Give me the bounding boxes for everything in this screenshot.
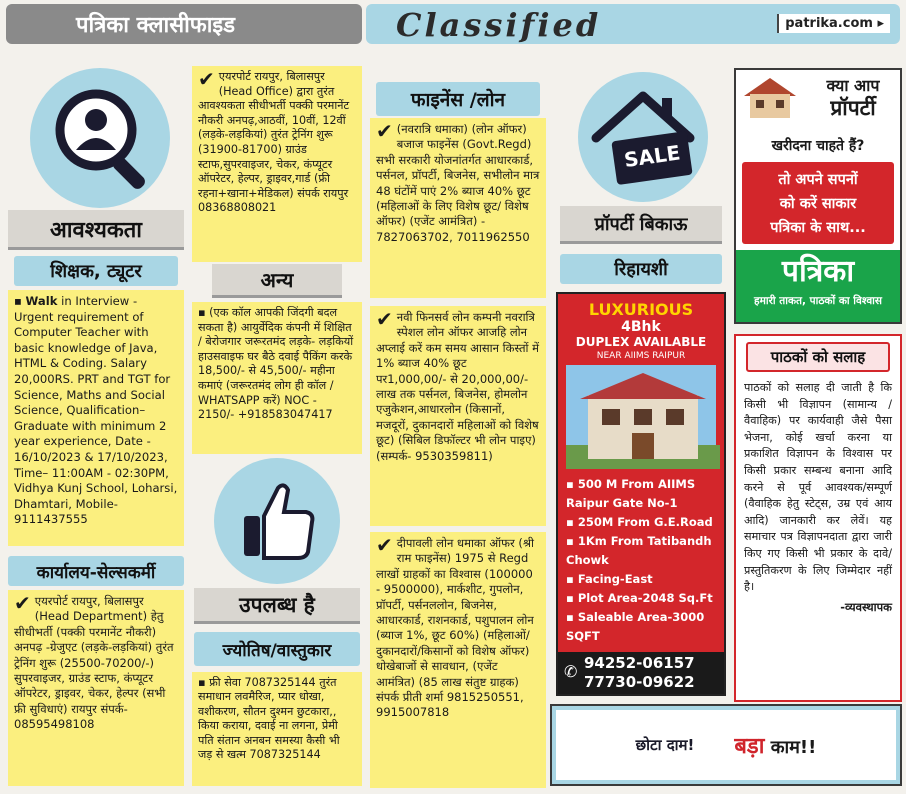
advice-text: पाठकों को सलाह दी जाती है कि किसी भी विज्ञापन (सामान्य / वैवाहिक) पर कार्यवाही जैसे पैसा भेजना, कोई खर्चा करना या प्रकाशित विज्ञापन के विश्वास पर किसी प्रकार सम्बन्ध बनाना आदि करने से पूर्व आवश्यक/सम्पूर्ण (वैवाहिक हेतु स्टेट्स, उम्र एवं आय आदि) जानकारी कर लेवें। यह समाचार पत्र विज्ञापनदाता द्वारा जारी किए गए किसी भी प्रकार के दावे/ प्रस्तुतिकरण के लिए जिम्मेदार नहीं है। <box>744 381 892 594</box>
sub-title-office-sales: कार्यालय-सेल्सकर्मी <box>8 556 184 586</box>
sub-title-astrology: ज्योतिष/वास्तुकार <box>194 632 360 666</box>
check-icon: ✔ <box>198 67 215 91</box>
promo-duplex: DUPLEX AVAILABLE <box>575 335 707 349</box>
sale-sign-text: SALE <box>622 140 682 173</box>
feature-item: ▪ 250M From G.E.Road <box>566 515 713 529</box>
ad-office-jobs: ✔ एयरपोर्ट रायपुर, बिलासपुर (Head Department) हेतु सीधीभर्ती (पक्की परमानेंट नौकरी) अनपढ़ -ग्रेजुएट (लड़के-लड़कियां) तुरंत ट्रेनिंग शुरू (25500-70200/-) सुपरवाइजर, ग्राउंड स्टाफ, कंप्यूटर ऑपरेटर, ड्राइवर, चेकर, हेल्पर (सभी फ्री सुविधाएं) रायपुर संपर्क- 08595498108 <box>8 590 184 786</box>
header-right-banner <box>366 4 900 44</box>
site-link[interactable]: patrika.com ▸ <box>777 14 890 33</box>
check-icon: ✔ <box>14 591 31 615</box>
ad-bajaj-finance: ✔ (नवरात्रि धमाका) (लोन ऑफर) बजाज फाइनेंस (Govt.Regd) सभी सरकारी योजनांतर्गत आधारकार्ड, पर्सनल, प्रॉपर्टी, बिजनेस, सभीलोन मात्र 48 घंटोंमें पाएं 2% ब्याज 40% छूट (महिलाओं के लिए विशेष छूट/ विशेष ऑफर) (एजेंट आमंत्रित) - 7827063702, 7011962550 <box>370 118 546 298</box>
phone-icon: ✆ <box>564 662 578 681</box>
patrika-brand-box <box>736 250 900 322</box>
feature-item: ▪ 500 M From AIIMS Raipur Gate No-1 <box>566 477 696 510</box>
promo-phones <box>558 652 724 694</box>
search-person-icon <box>30 68 170 208</box>
section-title-property-sale: प्रॉपर्टी बिकाऊ <box>560 206 722 244</box>
brand-tagline: हमारी ताकत, पाठकों का विश्वास <box>754 295 882 307</box>
header-left-title: पत्रिका क्लासीफाइड <box>76 13 235 38</box>
advice-signature: -व्यवस्थापक <box>840 599 892 614</box>
phone-number-1: 94252-06157 <box>584 654 695 672</box>
feature-item: ▪ Facing-East <box>566 572 653 586</box>
feature-item: ▪ Plot Area-2048 Sq.Ft <box>566 591 713 605</box>
check-icon: ✔ <box>376 307 393 331</box>
house-icon <box>740 74 800 120</box>
promo-luxurious: LUXURIOUS <box>588 300 694 319</box>
header-title: Classified <box>396 6 602 44</box>
thumbs-up-icon <box>214 458 340 584</box>
check-icon: ✔ <box>376 533 393 557</box>
ad-ayurvedic-packing: ▪ (एक कॉल आपकी जिंदगी बदल सकता है) आयुर्वेदिक कंपनी में शिक्षित / बेरोजगार जरूरतमंद लड़के- लड़कियों हाउसवाइफ घर बैठे दवाई पैकिंग करके 18,500/- से 45,500/- महीना कमाएं (जरूरतमंद लोग ही कॉल / WHATSAPP करें) NOC - 2150/- +918583047417 <box>192 302 362 454</box>
ad-navi-finserv: ✔ नवी फिनसर्व लोन कम्पनी नवरात्रि स्पेशल लोन ऑफर आजहि लोन अप्लाई करें कम समय आसान किस्तों में 1% ब्याज 40% छूट पर1,000,00/- से 20,000,00/- लाख तक पर्सनल, बिजनेस, होमलोन एजुकेशन,आधारलोन (किसानों, मजदूरों, दुकानदारों महिलाओं को विशेष छूट) (सिबिल डिफॉल्टर भी लोन पाइए) (सम्पर्क- 9530359811) <box>370 306 546 526</box>
footer-small-price: छोटा दाम! <box>635 736 695 754</box>
footer-inner <box>556 710 896 780</box>
ad-airport-jobs: ✔ एयरपोर्ट रायपुर, बिलासपुर (Head Office) द्वारा तुरंत आवश्यकता सीधीभर्ती पक्की परमानेंट नौकरी अनपढ़,आठवीं, 10वीं, 12वीं (लड़के-लड़कियां) तुरंत ट्रेनिंग शुरू (31900-81700) ग्राउंड स्टाफ,सुपरवाइजर, चेकर, कंप्यूटर ऑपरेटर, हेल्पर, ड्राइवर,गार्ड (फ्री रहना+खाना+मेडिकल) संपर्क रायपुर 08368808021 <box>192 66 362 262</box>
feature-item: ▪ 1Km From Tatibandh Chowk <box>566 534 712 567</box>
ad-astrology: ▪ फ्री सेवा 7087325144 तुरंत समाधान लवमैरिज, प्यार धोखा, वशीकरण, सौतन दुश्मन छुटकारा,, किया कराया, दवाई ना लगना, प्रेमी पति संतान अनबन समस्या कैसी भी जड़ से खत्म 7087325144 <box>192 672 362 786</box>
sub-title-residential: रिहायशी <box>560 254 722 284</box>
house-image <box>566 365 716 469</box>
feature-item: ▪ Saleable Area-3000 SQFT <box>566 610 705 643</box>
promo-question-3: खरीदना चाहते हैं? <box>771 138 865 154</box>
ad-patrika-property <box>734 68 902 324</box>
sale-house-icon <box>578 72 708 202</box>
brand-logo-text: पत्रिका <box>781 254 855 289</box>
promo-red-line-1: तो अपने सपनों <box>778 172 858 188</box>
phone-number-2: 77730-09622 <box>584 673 695 691</box>
promo-near: NEAR AIIMS RAIPUR <box>596 351 686 361</box>
section-title-available: उपलब्ध है <box>194 588 360 624</box>
promo-bhk: 4Bhk <box>621 319 661 335</box>
check-icon: ✔ <box>376 119 393 143</box>
section-title-other: अन्य <box>212 264 342 298</box>
ad-teacher: ▪ Walk in Interview - Urgent requirement of Computer Teacher with basic knowledge of Java, HTML & Coding. Salary 20,000RS. PRT and TGT for Science, Maths and Social Science, Qualification– Graduate with minimum 2 year experience, Date - 16/10/2023 & 17/10/2023, Time– 11:00AM - 02:30PM, Vidhya Kunj School, Loharsi, Dhamtari, Mobile- 9111437555 <box>8 290 184 546</box>
ad-shri-ram-finance: ✔ दीपावली लोन धमाका ऑफर (श्री राम फाइनेंस) 1975 से Regd लाखों ग्राहकों का विश्वास (100000 - 9500000), मार्कशीट, गुपलोन, प्रॉपर्टी, पर्सनललोन, बिजनेस, आधारकार्ड, राशनकार्ड, पशुपालन लोन (ब्याज 1%, छूट 60%) (महिलाओं/दुकानदारों/किसानों को विशेष ऑफर) धोखेबाजों से सावधान, (एजेंट आमंत्रित) (85 लाख संतुष्ट ग्राहक) संपर्क प्रीती शर्मा 9815250551, 9915007818 <box>370 532 546 788</box>
promo-red-box <box>742 162 894 244</box>
section-title-requirement: आवश्यकता <box>8 210 184 250</box>
sub-title-teacher: शिक्षक, ट्यूटर <box>14 256 178 286</box>
promo-features <box>558 473 724 648</box>
promo-question-2: प्रॉपर्टी <box>830 96 876 120</box>
promo-red-line-3: पत्रिका के साथ... <box>770 220 866 236</box>
header-left-banner <box>6 4 362 44</box>
promo-red-line-2: को करें साकार <box>779 196 857 212</box>
ad-luxurious-duplex <box>556 292 726 696</box>
footer-banner <box>550 704 902 786</box>
readers-advice-box <box>734 334 902 702</box>
section-title-finance: फाइनेंस /लोन <box>376 82 540 116</box>
footer-big-work: बड़ा काम!! <box>734 734 817 759</box>
promo-question-1: क्या आप <box>826 76 880 95</box>
advice-title: पाठकों को सलाह <box>746 342 890 372</box>
